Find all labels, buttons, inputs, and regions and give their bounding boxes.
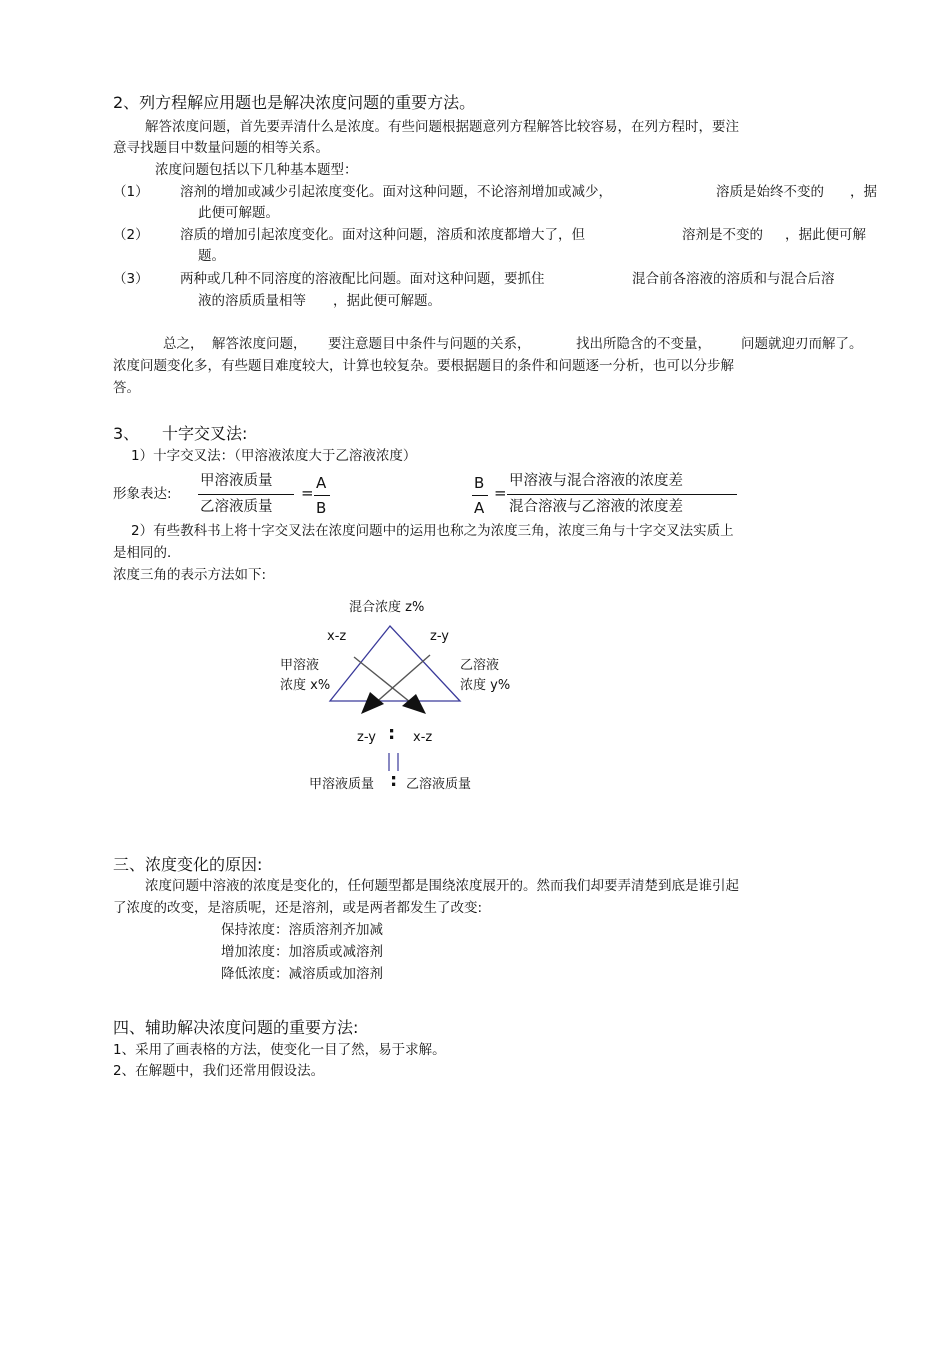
edge-label-right: z-y [430, 629, 449, 644]
list-item: 2、在解题中，我们还常用假设法。 [113, 1063, 325, 1079]
list-item-text: 溶剂的增加或减少引起浓度变化。面对这种问题，不论溶剂增加或减少， [180, 184, 612, 200]
cross-line-left [354, 657, 415, 706]
rule-line: 保持浓度：溶质溶剂齐加减 [221, 922, 383, 938]
summary: 答。 [113, 380, 140, 396]
ratio-colon: : [388, 723, 396, 744]
list-item-emphasis: 混合前各溶液的溶质和与混合后溶 [632, 271, 835, 287]
solution-a-label: 甲溶液 [280, 658, 320, 673]
arrowhead-left [361, 692, 384, 714]
solution-a-concentration: 浓度 x% [280, 678, 331, 693]
list-item-text: 两种或几种不同溶度的溶液配比问题。面对这种问题，要抓住 [180, 271, 545, 287]
list-item-number: （3） [113, 271, 149, 287]
equals-sign: = [301, 484, 314, 502]
fraction-denominator: 混合溶液与乙溶液的浓度差 [509, 499, 683, 515]
list-item: 1、采用了画表格的方法，使变化一目了然，易于求解。 [113, 1042, 446, 1058]
list-item-number: （1） [113, 184, 149, 200]
fraction-denominator: 乙溶液质量 [200, 499, 273, 515]
list-item-text: ，据此便可解 [785, 227, 866, 243]
mixed-concentration-label: 混合浓度 z% [349, 600, 425, 615]
form-label: 形象表达: [113, 486, 172, 502]
list-item-emphasis: 溶剂是不变的 [682, 227, 763, 243]
list-item-text: 溶质的增加引起浓度变化。面对这种问题，溶质和浓度都增大了，但 [180, 227, 585, 243]
fraction-denominator: A [474, 499, 485, 517]
arrowhead-right [402, 694, 426, 714]
list-item-text: 液的溶质质量相等 [198, 293, 306, 309]
fraction-denominator: B [316, 499, 327, 517]
ratio-right: x-z [413, 730, 433, 745]
paragraph: 意寻找题目中数量问题的相等关系。 [113, 140, 329, 156]
paragraph: 了浓度的改变，是溶质呢，还是溶剂，或是两者都发生了改变: [113, 900, 483, 916]
rule-line: 降低浓度：减溶质或加溶剂 [221, 966, 383, 982]
paragraph: 2）有些教科书上将十字交叉法在浓度问题中的运用也称之为浓度三角，浓度三角与十字交叉法实质上 [131, 523, 734, 539]
list-item-number: （2） [113, 227, 149, 243]
solution-b-label: 乙溶液 [460, 658, 500, 673]
mass-b-label: 乙溶液质量 [406, 777, 472, 792]
paragraph: 是相同的． [113, 545, 181, 561]
list-item-text: ，据此便可解题。 [333, 293, 441, 309]
edge-label-left: x-z [327, 629, 347, 644]
section3-number: 3、 [113, 424, 140, 443]
subheading: 1）十字交叉法：（甲溶液浓度大于乙溶液浓度） [131, 448, 417, 464]
list-item-text: 此便可解题。 [198, 205, 279, 221]
mass-a-label: 甲溶液质量 [309, 777, 375, 792]
section2-heading: 2、列方程解应用题也是解决浓度问题的重要方法。 [113, 93, 476, 112]
paragraph: 浓度问题中溶液的浓度是变化的，任何题型都是围绕浓度展开的。然而我们却要弄清楚到底是谁引起 [145, 878, 739, 894]
list-item-text: 题。 [198, 248, 225, 264]
paragraph: 浓度问题包括以下几种基本题型： [155, 162, 358, 178]
mass-colon: : [390, 770, 398, 791]
fraction-numerator: 甲溶液与混合溶液的浓度差 [509, 473, 683, 489]
paragraph: 浓度三角的表示方法如下: [113, 567, 267, 583]
section3-heading: 十字交叉法: [162, 424, 248, 443]
paragraph: 解答浓度问题，首先要弄清什么是浓度。有些问题根据题意列方程解答比较容易，在列方程时，要注 [145, 119, 739, 135]
ratio-left: z-y [357, 730, 376, 745]
summary: 解答浓度问题， [212, 336, 307, 352]
summary: 找出所隐含的不变量， [576, 336, 711, 352]
equals-sign: = [494, 484, 507, 502]
summary: 要注意题目中条件与问题的关系， [328, 336, 531, 352]
list-item-text: ，据 [850, 184, 877, 200]
rule-line: 增加浓度：加溶质或减溶剂 [221, 944, 383, 960]
cross-line-right [372, 655, 430, 706]
summary: 总之， [163, 336, 204, 352]
summary: 问题就迎刃而解了。 [741, 336, 863, 352]
section-IV-heading: 四、辅助解决浓度问题的重要方法: [113, 1018, 359, 1037]
list-item-emphasis: 溶质是始终不变的 [716, 184, 824, 200]
section-III-heading: 三、浓度变化的原因: [113, 855, 263, 874]
fraction-numerator: 甲溶液质量 [200, 473, 273, 489]
solution-b-concentration: 浓度 y% [460, 678, 511, 693]
summary: 浓度问题变化多，有些题目难度较大，计算也较复杂。要根据题目的条件和问题逐一分析，也可以分步解 [113, 358, 734, 374]
fraction-numerator: B [474, 474, 485, 492]
fraction-numerator: A [316, 474, 327, 492]
